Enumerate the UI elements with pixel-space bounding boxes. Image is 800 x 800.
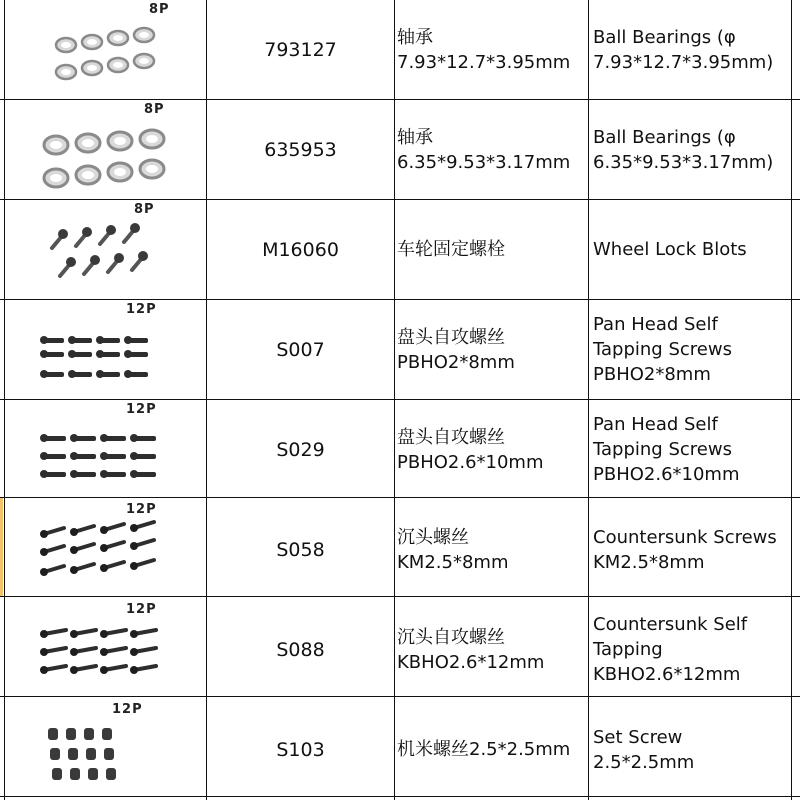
part-code: 793127: [264, 38, 337, 61]
chinese-description-line: 轴承: [397, 26, 433, 48]
english-description-line: 6.35*9.53*3.17mm): [593, 151, 774, 173]
english-description: [589, 600, 791, 699]
english-description-line: 2.5*2.5mm: [593, 751, 695, 773]
table-row: [0, 100, 800, 199]
part-image-cell: [4, 500, 206, 599]
chinese-description-line: 7.93*12.7*3.95mm: [397, 51, 571, 73]
quantity-label: 12P: [126, 602, 157, 617]
table-row: [0, 200, 800, 299]
column-divider: [4, 0, 5, 800]
part-image-cell: [4, 0, 206, 99]
countersunk-screw-icon: [4, 600, 206, 699]
bearing-ring-icon: [4, 100, 206, 199]
chinese-description-line: 轴承: [397, 126, 433, 148]
english-description-line: Tapping Screws: [593, 439, 732, 460]
quantity-label: 12P: [126, 302, 157, 317]
row-divider: [0, 299, 800, 300]
part-image-cell: [4, 400, 206, 499]
part-image-cell: [4, 100, 206, 199]
part-image-cell: [4, 300, 206, 399]
chinese-description-line: PBHO2.6*10mm: [397, 451, 544, 473]
part-code: S029: [276, 438, 325, 461]
english-description: [589, 500, 791, 599]
quantity-label: 12P: [126, 402, 157, 417]
pan-head-screw-icon: [4, 400, 206, 499]
english-description-line: Pan Head Self: [593, 314, 718, 335]
quantity-label: 8P: [144, 102, 165, 117]
chinese-description-line: PBHO2*8mm: [397, 351, 515, 373]
part-image-cell: [4, 200, 206, 299]
quantity-label: 8P: [134, 202, 155, 217]
chinese-description: [395, 600, 588, 699]
row-divider: [0, 399, 800, 400]
table-row: [0, 400, 800, 499]
english-description: [589, 0, 791, 99]
chinese-description: [395, 700, 588, 799]
row-divider: [0, 696, 800, 697]
countersunk-screw-icon: [4, 500, 206, 599]
quantity-label: 12P: [112, 702, 143, 717]
part-code: S103: [276, 738, 325, 761]
table-row: [0, 600, 800, 699]
english-description-line: Countersunk Screws: [593, 526, 777, 548]
table-row: [0, 0, 800, 99]
english-description-line: Ball Bearings (φ: [593, 26, 736, 48]
part-code: S088: [276, 638, 325, 661]
english-description-line: Tapping: [593, 639, 663, 660]
english-description-line: KBHO2.6*12mm: [593, 664, 741, 685]
english-description-line: Tapping Screws: [593, 339, 732, 360]
part-image-cell: [4, 700, 206, 799]
english-description-line: Wheel Lock Blots: [593, 239, 747, 260]
part-code: S058: [276, 538, 325, 561]
chinese-description-line: 盘头自攻螺丝: [397, 426, 505, 448]
english-description: [589, 200, 791, 299]
chinese-description: [395, 400, 588, 499]
english-description: [589, 300, 791, 399]
bearing-ring-icon: [4, 0, 206, 99]
chinese-description-line: KM2.5*8mm: [397, 551, 509, 573]
row-divider: [0, 497, 800, 498]
column-divider: [588, 0, 589, 800]
quantity-label: 8P: [149, 2, 170, 17]
table-row: [0, 700, 800, 799]
english-description: [589, 700, 791, 799]
chinese-description-line: 沉头螺丝: [397, 526, 469, 548]
quantity-label: 12P: [126, 502, 157, 517]
part-code: 635953: [264, 138, 337, 161]
row-divider: [0, 796, 800, 797]
chinese-description-line: KBHO2.6*12mm: [397, 651, 545, 673]
chinese-description: [395, 100, 588, 199]
set-screw-icon: [4, 700, 206, 799]
table-row: [0, 300, 800, 399]
chinese-description-line: 机米螺丝2.5*2.5mm: [397, 739, 571, 760]
english-description-line: PBHO2*8mm: [593, 364, 711, 385]
table-row: [0, 500, 800, 599]
column-divider: [791, 0, 792, 800]
part-image-cell: [4, 600, 206, 699]
chinese-description-line: 盘头自攻螺丝: [397, 326, 505, 348]
english-description: [589, 100, 791, 199]
part-code: M16060: [262, 238, 339, 261]
pan-head-screw-icon: [4, 300, 206, 399]
row-divider: [0, 596, 800, 597]
column-divider: [206, 0, 207, 800]
part-code: S007: [276, 338, 325, 361]
english-description-line: Countersunk Self: [593, 614, 748, 635]
chinese-description-line: 6.35*9.53*3.17mm: [397, 151, 571, 173]
chinese-description: [395, 200, 588, 299]
english-description: [589, 400, 791, 499]
english-description-line: PBHO2.6*10mm: [593, 464, 740, 485]
english-description-line: Pan Head Self: [593, 414, 718, 435]
chinese-description: [395, 300, 588, 399]
chinese-description: [395, 0, 588, 99]
english-description-line: Ball Bearings (φ: [593, 126, 736, 148]
column-divider: [394, 0, 395, 800]
english-description-line: KM2.5*8mm: [593, 551, 705, 573]
chinese-description-line: 车轮固定螺栓: [397, 239, 505, 260]
english-description-line: Set Screw: [593, 726, 683, 748]
row-divider: [0, 99, 800, 100]
row-divider: [0, 199, 800, 200]
chinese-description-line: 沉头自攻螺丝: [397, 626, 505, 648]
wheel-bolt-icon: [4, 200, 206, 299]
chinese-description: [395, 500, 588, 599]
english-description-line: 7.93*12.7*3.95mm): [593, 51, 774, 73]
